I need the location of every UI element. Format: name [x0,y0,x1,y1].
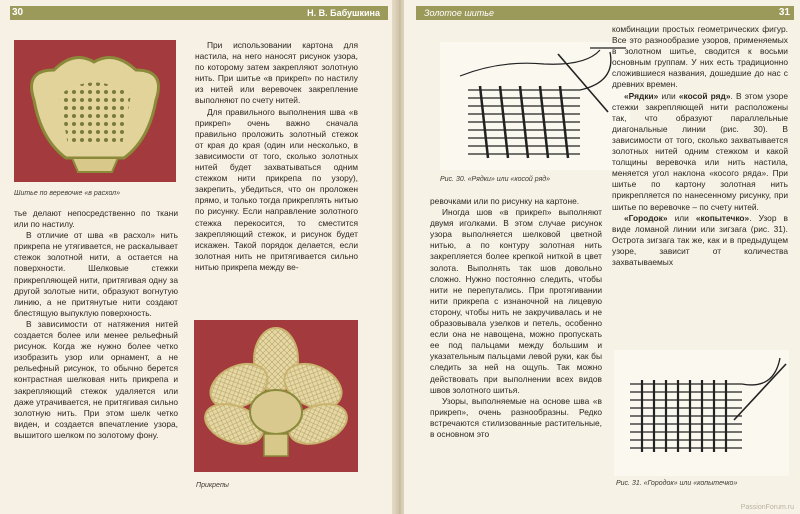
caption-figure-31: Рис. 31. «Городок» или «копытечко» [616,480,738,487]
paragraph-gorodok [612,213,788,268]
caption-bottom-photo: Прикрепы [196,482,229,489]
right-page-left-column [430,196,602,440]
left-page-right-column [195,40,358,273]
left-page-left-column [14,208,178,441]
left-header [10,6,388,20]
running-head-section: Золотое шитье [424,8,495,18]
photo-embroidery-flower [194,320,358,472]
caption-top-photo: Шитье по веревочке «в расхол» [14,190,121,197]
page-number-right: 31 [778,7,790,18]
term-kopytechko: «копытечко» [695,212,750,223]
right-page [404,0,800,514]
photo-embroidery-tulip [14,40,176,182]
term-diagonal-row: «косой ряд» [678,90,731,101]
conjunction-or: или [658,90,679,101]
paragraph: Иногда шов «в прикреп» выполняют двумя иголками. В этом случае рисунок узора выполняется шелковой цветной нитью, а по контуру золотная нить закрепляется более крепкой ниткой в цвет золота. Выполнять так шов довольно сложно. Нужно постоянно следить, чтобы нити не перепутались. При протягивании нити прикрепа с изнаночной на лицевую сторону, чтобы нить не закручивалась и не образовывала узелков и петель, особенно если она не навощена, можно пропускать ее под пальцами между большим и указательным пальцами левой руки, как бы следить за ней на ощупь. Так можно действовать при выполнении всех видов швов золотного шитья. [430,207,602,395]
paragraph: комбинации простых геометрических фигур. Все это разнообразие узоров, применяемых в золотном шитье, сводится к восьми основным группам. У них есть традиционно сложившиеся названия, дошедшие до нас с древних времен. [612,24,788,90]
term-rows: «Рядки» [624,90,659,101]
right-header [416,6,794,20]
paragraph: В отличие от шва «в расхол» нить прикрепа не утягивается, не раскалывает стежок золотной нити, а остается на поверхности. Шелковые стежки прикрепляющей нити, притягивая одну за другой золотые нити, образуют вогнутую линию, а не притянутые нити создают блестящую выпуклую поверхность. [14,230,178,318]
paragraph: Для правильного выполнения шва «в прикреп» очень важно сначала правильно проложить золотный стежок от края до края (один или несколько, в зависимости от того, сколько золотных нитей будет захватываться одним стежком нити прикрепа по узору), закрепить, убедиться, что он проложен прямо, и только тогда прикреплять нитью по рисунку. Если направление золотного стежка перекосится, то сместится закрепляющий стежок, и рисунок будет искажен. Такой порядок делается, если золотная нить не притягивается сильно нитью прикрепа между ве- [195,106,358,272]
paragraph-rows [612,91,788,213]
left-page [0,0,396,514]
paragraph-text: . В этом узоре стежки закрепляющей нити расположены так, что образуют параллельные диагональные линии (рис. 30). В зависимости от того, сколько захватывается золотных нитей одним стежком и какой толщины веревочка или нить настила, меняется угол наклона «косого ряда». При шитье по картону золотная нить прикрепляется по нанесенному рисунку, при шитье по веревочке – по счету нитей. [612,90,788,212]
paragraph-text: . Узор в виде ломаной линии или зигзага (рис. 31). Острота зигзага так же, как и в предыдущем узоре, зависит от количества захватываемых [612,212,788,267]
caption-figure-30: Рис. 30. «Рядки» или «косой ряд» [440,176,551,183]
paragraph: ревочками или по рисунку на картоне. [430,196,580,206]
paragraph: тье делают непосредственно по ткани или по настилу. [14,208,178,230]
term-gorodok: «Городок» [624,212,668,223]
running-head-author: Н. В. Бабушкина [307,8,380,18]
paragraph: В зависимости от натяжения нитей создается более или менее рельефный рисунок. Когда же нужно более четко изобразить узор или орнамент, а не рельефный рисунок, то обычно берется контрастная шелковая нить прикрепа и закрепляющий стежок удаляется или даже утрачивается, не притягивая сильно золотную нить. При этом шелк четко виден, и создается впечатление узора, вышитого шелком по золотому фону. [14,318,178,440]
conjunction-or: или [667,212,696,223]
right-page-right-column [612,24,788,268]
figure-30-diagram [440,42,630,170]
figure-31-diagram [614,350,789,476]
paragraph: Узоры, выполняемые на основе шва «в прикреп», очень разнообразны. Редко встречаются стилизованные растительные, в основном это [430,395,602,439]
watermark: PassionForum.ru [740,504,794,511]
page-number-left: 30 [12,7,24,18]
paragraph: При использовании картона для настила, на него наносят рисунок узора, по которому затем закрепляют золотную нить. При шитье «в прикреп» по настилу из нитей или веревочек закрепление выполняют по счету нитей. [195,40,358,106]
